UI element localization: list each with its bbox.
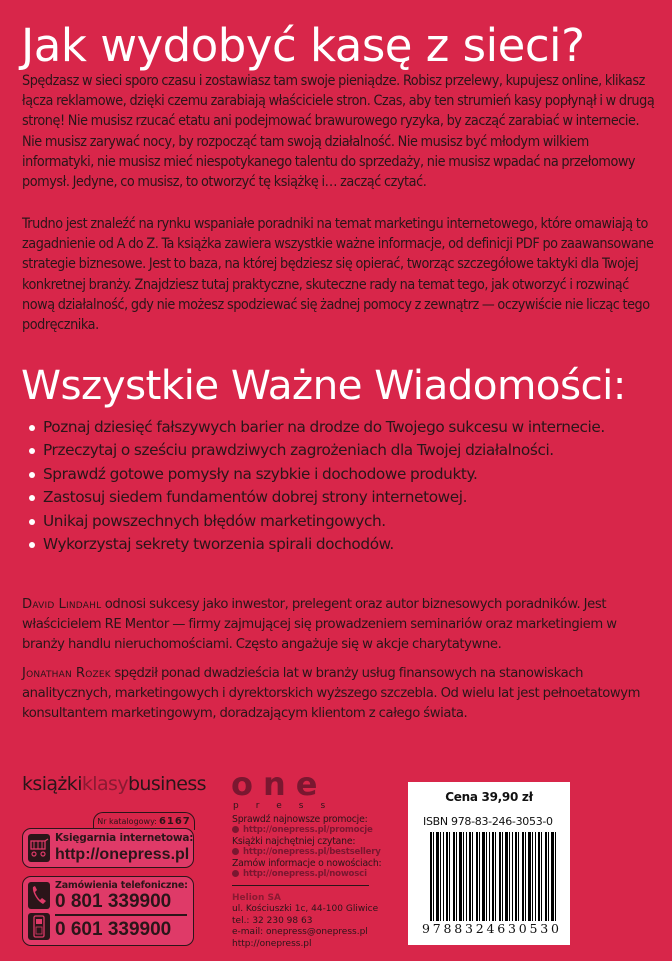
author-name: David Lindahl (22, 597, 102, 612)
list-item: Wykorzystaj sekrety tworzenia spirali dochodów. (28, 533, 605, 556)
mobile-number[interactable]: 0 601 339900 (55, 919, 172, 940)
shopping-cart-icon (28, 834, 50, 862)
list-item: Poznaj dziesięć fałszywych barier na drodze do Twojego sukcesu w internecie. (28, 416, 605, 439)
promo-links: Sprawdź najnowsze promocje: http://onepress.pl/promocje Książki najchętniej czytane: http://onepress.pl/bestsellery Zamów informacje o nowościach: http://onepress.pl/nowosci (232, 814, 382, 880)
landline-number[interactable]: 0 801 339900 (55, 891, 172, 912)
barcode-digits: 9788324630530 (422, 921, 562, 936)
email-link[interactable]: e-mail: onepress@onepress.pl (232, 927, 368, 938)
website-link[interactable]: http://onepress.pl (232, 938, 312, 949)
arrow-icon (232, 826, 239, 833)
publisher-logo: one press (231, 765, 343, 811)
bestseller-link[interactable]: http://onepress.pl/bestsellery (232, 847, 381, 858)
divider (55, 914, 187, 916)
intro-paragraph: Spędzasz w sieci sporo czasu i zostawiasz tam swoje pieniądze. Robisz przelewy, kupujesz online, klikasz łącza reklamowe, dzięki czemu zarabiają właściciele stron. Czas, aby ten strumień kasy popłynął i w drugą stronę! Nie musisz rzucać etatu ani podejmować brawurowego ryzyka, by zacząć zarabiać w internecie. Nie musisz zarywać nocy, by rozpocząć tam swoją działalność. Nie musisz być młodym wilkiem informatyki, nie musisz mieć niespotykanego talentu do sprzedaży, nie musisz wpadać na przełomowy pomysł. Jedyne, co musisz, to otworzyć tę książkę i… zacząć czytać. (22, 73, 655, 191)
online-shop-box[interactable] (22, 828, 194, 868)
section-heading: Wszystkie Ważne Wiadomości: (21, 361, 626, 409)
barcode-icon (430, 832, 556, 927)
phone-icon (28, 882, 50, 909)
bullet-icon (29, 472, 35, 478)
author-bios (22, 595, 662, 733)
catalog-number: Nr katalogowy: 6167 (93, 812, 195, 830)
mobile-phone-icon (28, 913, 50, 940)
description-paragraph: Trudno jest znaleźć na rynku wspaniałe poradniki na temat marketingu internetowego, które omawiają to zagadnienie od A do Z. Ta książka zawiera wszystkie ważne informacje, od definicji PDF po zaawansowane strategie biznesowe. Jest to baza, na której będziesz się opierać, tworząc szczegółowe taktyki dla Twojej konkretnej branży. Znajdziesz tutaj praktyczne, skuteczne rady na temat tego, jak otworzyć i rozwinąć nową działalność, gdy nie możesz spodziewać się żadnej pomocy z zewnątrz — oczywiście nie licząc tego podręcznika. (22, 216, 654, 334)
bullet-icon (29, 542, 35, 548)
phone-orders-label: Zamówienia telefoniczne: (55, 880, 188, 891)
list-item: Zastosuj siedem fundamentów dobrej strony internetowej. (28, 486, 605, 509)
publisher-address: Helion SA ul. Kościuszki 1c, 44-100 Gliwice tel.: 32 230 98 63 e-mail: onepress@onepress.pl http://onepress.pl (232, 893, 379, 949)
arrow-icon (232, 870, 239, 877)
shop-url-link[interactable]: http://onepress.pl (55, 846, 190, 863)
news-link[interactable]: http://onepress.pl/nowosci (232, 869, 381, 880)
author-name: Jonathan Rozek (22, 666, 111, 681)
main-heading: Jak wydobyć kasę z sieci? (21, 19, 585, 72)
list-item: Unikaj powszechnych błędów marketingowych. (28, 510, 605, 533)
author-bio: David Lindahl odnosi sukcesy jako inwestor, prelegent oraz autor biznesowych poradników. Jest właścicielem RE Mentor — firmy zajmującej się prowadzeniem seminariów oraz marketingiem w branży handlu nieruchomościami. Często angażuje się w akcje charytatywne. (22, 597, 617, 652)
isbn: ISBN 978-83-246-3053-0 (423, 815, 553, 828)
list-item: Przeczytaj o sześciu prawdziwych zagrożeniach dla Twojej działalności. (28, 439, 605, 462)
price-isbn-box (408, 782, 570, 945)
author-bio: Jonathan Rozek spędził ponad dwadzieścia lat w branży usług finansowych na stanowiskach analitycznych, marketingowych i dyrektorskich wyższego szczebla. Od wielu lat jest pełnoetatowym konsultantem marketingowym, doradzającym klientom z całego świata. (22, 666, 641, 721)
price: Cena 39,90 zł (445, 790, 533, 804)
bullet-icon (29, 448, 35, 454)
bullet-icon (29, 519, 35, 525)
promo-link[interactable]: http://onepress.pl/promocje (232, 825, 381, 836)
list-item: Sprawdź gotowe pomysły na szybkie i dochodowe produkty. (28, 463, 605, 486)
feature-list (28, 416, 605, 556)
arrow-icon (232, 848, 239, 855)
shop-label: Księgarnia internetowa: (55, 832, 194, 844)
divider (232, 885, 369, 886)
bullet-icon (29, 425, 35, 431)
bullet-icon (29, 495, 35, 501)
series-logo: książkiklasybusiness (22, 773, 206, 795)
phone-orders-box (22, 876, 194, 946)
